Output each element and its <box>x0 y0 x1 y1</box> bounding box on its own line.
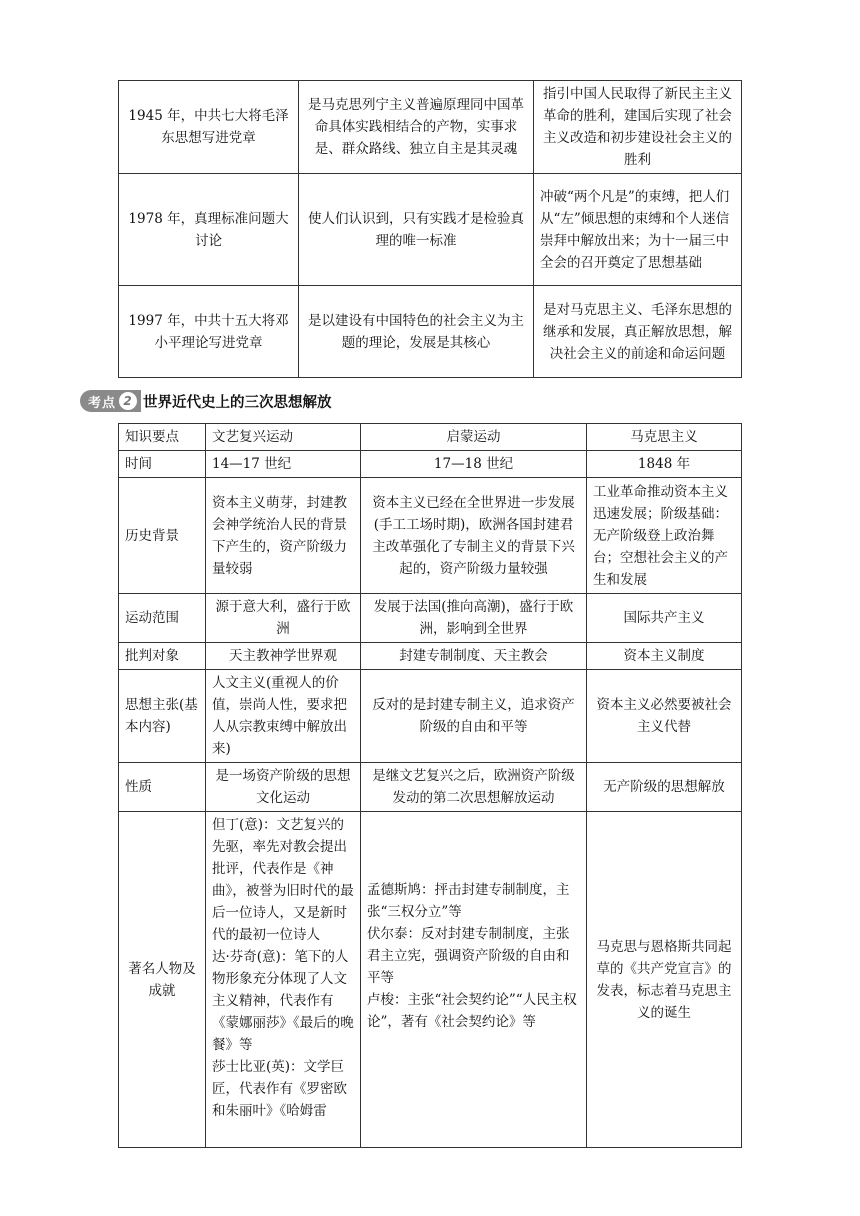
cell: 14—17 世纪 <box>206 451 361 478</box>
row-label: 著名人物及成就 <box>119 812 206 1148</box>
table-row <box>119 594 742 643</box>
cell: 发展于法国(推向高潮)，盛行于欧洲，影响到全世界 <box>361 594 587 643</box>
cell: 封建专制制度、天主教会 <box>361 643 587 670</box>
cell: 17—18 世纪 <box>361 451 587 478</box>
person-entry: 但丁(意)：文艺复兴的先驱，率先对教会提出批评，代表作是《神曲》，被誉为旧时代的最后一位诗人，又是新时代的最初一位诗人 <box>212 817 354 943</box>
cell: 是一场资产阶级的思想文化运动 <box>206 763 361 812</box>
cell: 资本主义萌芽，封建教会神学统治人民的背景下产生的，资产阶级力量较弱 <box>206 478 361 594</box>
table-row <box>119 643 742 670</box>
effect-cell: 冲破“两个凡是”的束缚，把人们从“左”倾思想的束缚和个人迷信崇拜中解放出来；为十一届三中全会的召开奠定了思想基础 <box>534 174 742 286</box>
cell: 人文主义(重视人的价值，崇尚人性，要求把人从宗教束缚中解放出来) <box>206 670 361 763</box>
person-entry: 达·芬奇(意)：笔下的人物形象充分体现了人文主义精神，代表作有《蒙娜丽莎》《最后的晚餐》等 <box>212 949 354 1053</box>
header-cell: 知识要点 <box>119 424 206 451</box>
badge-number: 2 <box>119 392 137 410</box>
row-label: 批判对象 <box>119 643 206 670</box>
header-cell: 文艺复兴运动 <box>206 424 361 451</box>
effect-cell: 指引中国人民取得了新民主主义革命的胜利，建国后实现了社会主义改造和初步建设社会主义的胜利 <box>534 81 742 174</box>
header-cell: 启蒙运动 <box>361 424 587 451</box>
content-cell: 是以建设有中国特色的社会主义为主题的理论，发展是其核心 <box>299 286 534 378</box>
content-cell: 是马克思列宁主义普遍原理同中国革命具体实践相结合的产物，实事求是、群众路线、独立自主是其灵魂 <box>299 81 534 174</box>
cell: 国际共产主义 <box>587 594 742 643</box>
cell: 天主教神学世界观 <box>206 643 361 670</box>
famous-people-cell: 马克思与恩格斯共同起草的《共产党宣言》的发表，标志着马克思主义的诞生 <box>587 812 742 1148</box>
cell: 资本主义制度 <box>587 643 742 670</box>
cell: 是继文艺复兴之后，欧洲资产阶级发动的第二次思想解放运动 <box>361 763 587 812</box>
cell: 工业革命推动资本主义迅速发展；阶级基础：无产阶级登上政治舞台；空想社会主义的产生和发展 <box>587 478 742 594</box>
table-row <box>119 670 742 763</box>
header-cell: 马克思主义 <box>587 424 742 451</box>
table-row <box>119 286 742 378</box>
table-header-row <box>119 424 742 451</box>
thought-liberation-table-china <box>118 80 742 378</box>
table-row <box>119 478 742 594</box>
famous-people-cell <box>206 812 361 1148</box>
table-row <box>119 174 742 286</box>
effect-cell: 是对马克思主义、毛泽东思想的继承和发展，真正解放思想，解决社会主义的前途和命运问题 <box>534 286 742 378</box>
person-entry: 莎士比亚(英)：文学巨匠，代表作有《罗密欧和朱丽叶》《哈姆雷 <box>212 1059 347 1119</box>
three-liberations-table <box>118 423 742 1148</box>
cell: 1848 年 <box>587 451 742 478</box>
person-entry: 孟德斯鸠：抨击封建专制制度，主张“三权分立”等 <box>367 881 570 920</box>
key-point-badge <box>80 390 141 412</box>
event-cell: 1945 年，中共七大将毛泽东思想写进党章 <box>119 81 299 174</box>
table-row <box>119 451 742 478</box>
section-heading <box>80 388 332 414</box>
content-cell: 使人们认识到，只有实践才是检验真理的唯一标准 <box>299 174 534 286</box>
cell: 反对的是封建专制主义，追求资产阶级的自由和平等 <box>361 670 587 763</box>
row-label: 性质 <box>119 763 206 812</box>
badge-text: 考点 <box>88 395 117 411</box>
event-cell: 1997 年，中共十五大将邓小平理论写进党章 <box>119 286 299 378</box>
table-row <box>119 81 742 174</box>
cell: 无产阶级的思想解放 <box>587 763 742 812</box>
event-cell: 1978 年，真理标准问题大讨论 <box>119 174 299 286</box>
person-entry: 卢梭：主张“社会契约论”“人民主权论”，著有《社会契约论》等 <box>367 991 577 1030</box>
row-label: 思想主张(基本内容) <box>119 670 206 763</box>
section-title: 世界近代史上的三次思想解放 <box>143 393 332 411</box>
table-row <box>119 763 742 812</box>
cell: 资本主义必然要被社会主义代替 <box>587 670 742 763</box>
row-label: 历史背景 <box>119 478 206 594</box>
table-row <box>119 812 742 1148</box>
person-entry: 伏尔泰：反对封建专制制度，主张君主立宪，强调资产阶级的自由和平等 <box>367 925 570 986</box>
row-label: 时间 <box>119 451 206 478</box>
famous-people-cell <box>361 812 587 1148</box>
cell: 资本主义已经在全世界进一步发展(手工工场时期)，欧洲各国封建君主改革强化了专制主义的背景下兴起的，资产阶级力量较强 <box>361 478 587 594</box>
cell: 源于意大利，盛行于欧洲 <box>206 594 361 643</box>
row-label: 运动范围 <box>119 594 206 643</box>
